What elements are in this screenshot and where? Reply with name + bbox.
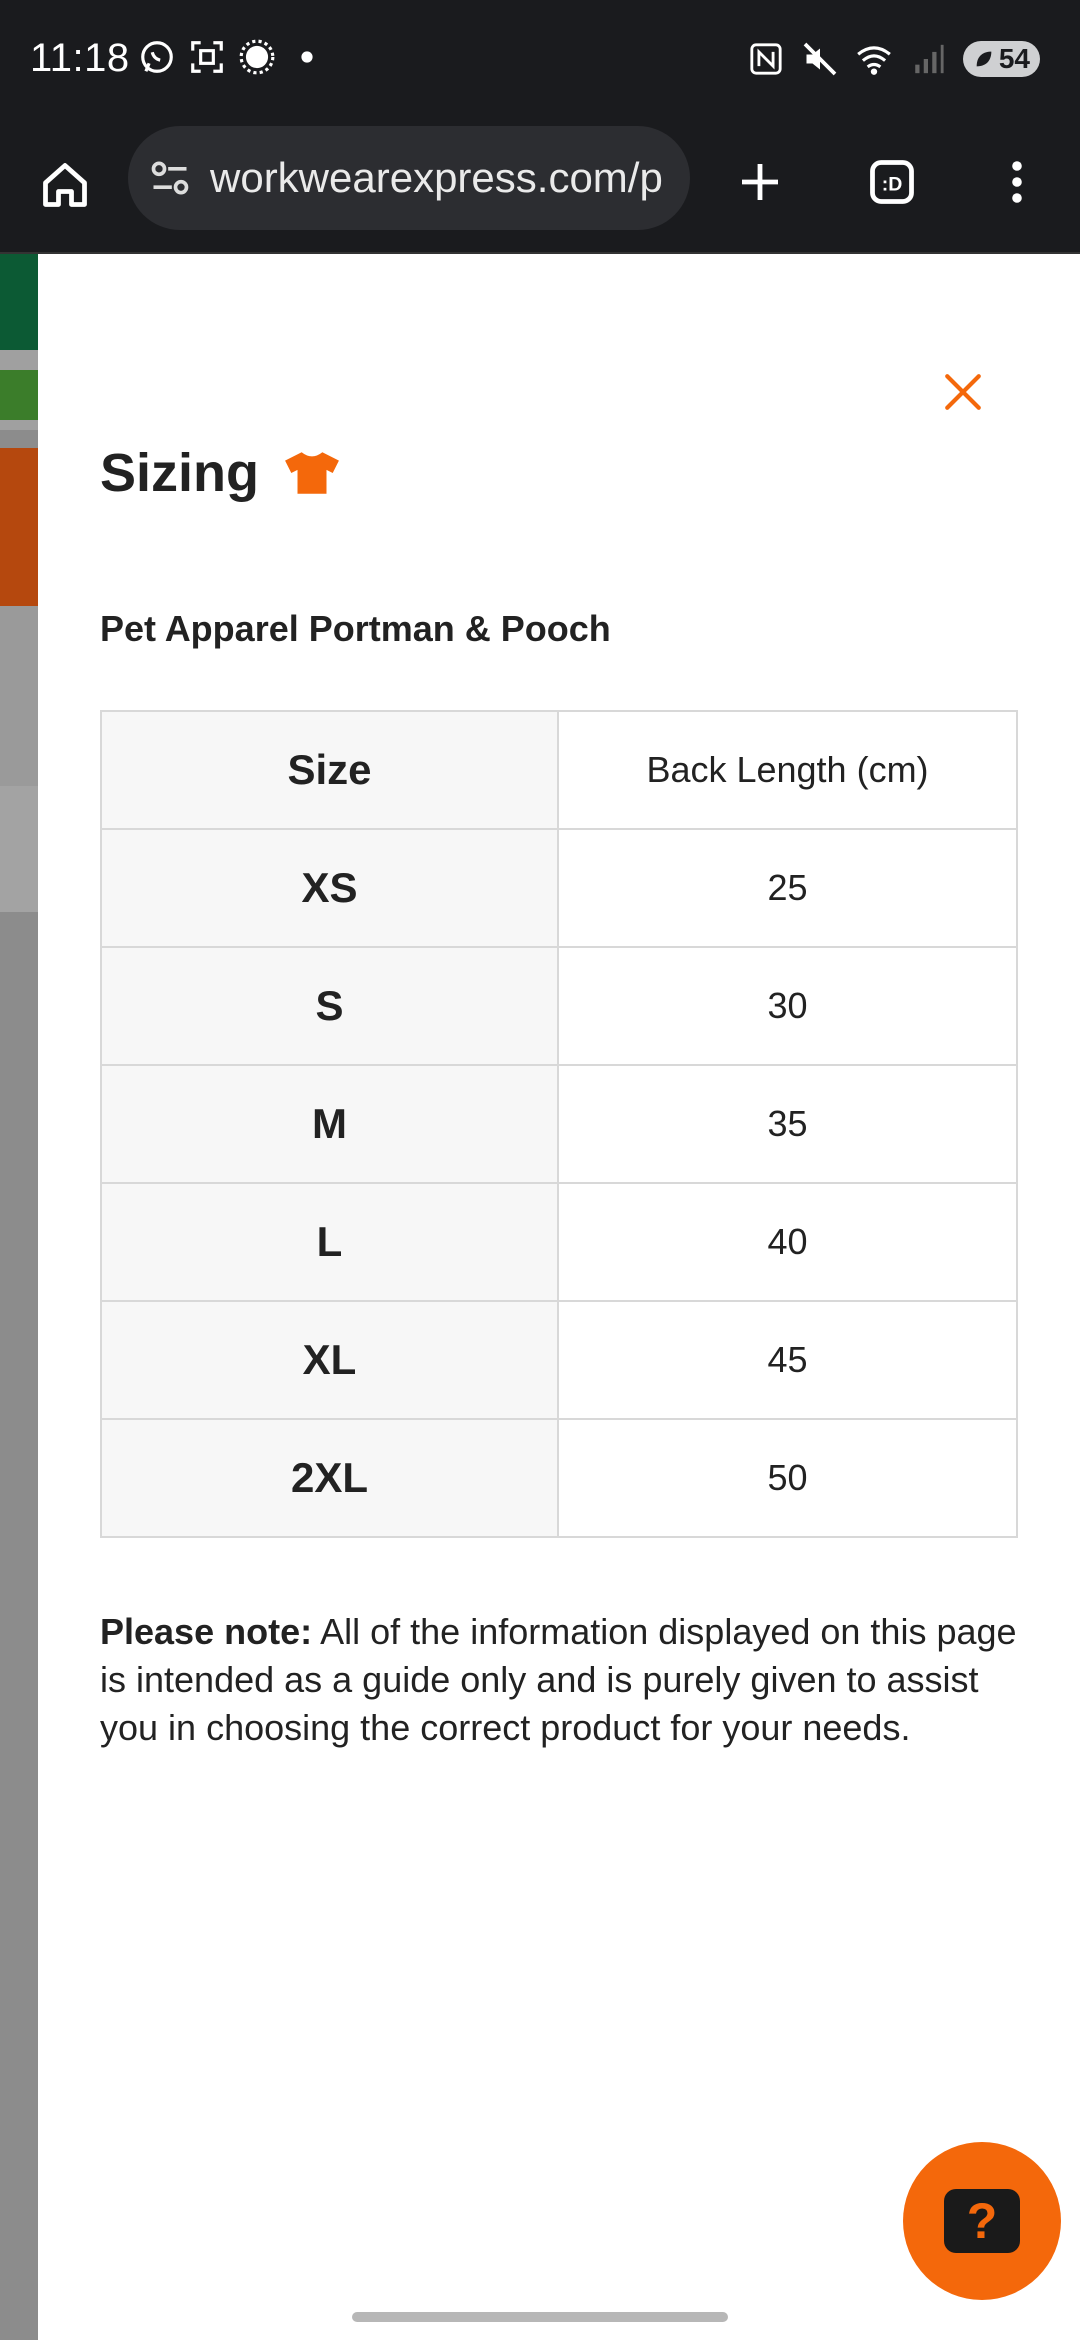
- size-cell: XL: [101, 1301, 558, 1419]
- size-cell: M: [101, 1065, 558, 1183]
- size-cell: 2XL: [101, 1419, 558, 1537]
- status-left-icons: [138, 38, 326, 76]
- close-button[interactable]: [925, 354, 1001, 430]
- help-icon: [944, 2189, 1020, 2253]
- dot-icon: [288, 38, 326, 76]
- note-text: All of the information displayed on this page is intended as a guide only and is purely given to assist you in choosing the correct product for your needs.: [100, 1611, 1017, 1748]
- background-section: [0, 786, 38, 912]
- table-row: [101, 1301, 1017, 1419]
- close-icon: [942, 371, 984, 413]
- nfc-icon: [747, 40, 785, 78]
- table-row: [101, 1419, 1017, 1537]
- battery-indicator: [963, 41, 1040, 77]
- size-column-header: Size: [101, 711, 558, 829]
- tab-count: :D: [881, 173, 903, 196]
- home-icon: [39, 159, 91, 211]
- help-label: ?: [966, 2193, 998, 2249]
- background-header-strip: [0, 254, 38, 350]
- sizing-modal: [38, 254, 1080, 2340]
- back-length-cell: 35: [558, 1065, 1017, 1183]
- tshirt-icon: [283, 450, 341, 496]
- back-length-column-header: Back Length (cm): [558, 711, 1017, 829]
- back-length-cell: 45: [558, 1301, 1017, 1419]
- back-length-cell: 40: [558, 1183, 1017, 1301]
- table-row: [101, 829, 1017, 947]
- disclaimer-note: [100, 1608, 1030, 1752]
- size-cell: L: [101, 1183, 558, 1301]
- gesture-bar[interactable]: [352, 2312, 728, 2322]
- modal-title: [100, 442, 341, 504]
- mute-icon: [801, 40, 839, 78]
- screenshot-icon: [188, 38, 226, 76]
- size-cell: XS: [101, 829, 558, 947]
- background-section: [0, 606, 38, 786]
- new-tab-button[interactable]: [720, 142, 800, 222]
- menu-button[interactable]: [977, 142, 1057, 222]
- back-length-cell: 25: [558, 829, 1017, 947]
- table-row: [101, 1065, 1017, 1183]
- background-banner-strip: [0, 448, 38, 606]
- status-time: 11:18: [30, 36, 130, 80]
- table-row: [101, 1183, 1017, 1301]
- table-row: [101, 947, 1017, 1065]
- size-cell: S: [101, 947, 558, 1065]
- background-rating-strip: [0, 370, 38, 420]
- status-bar: [0, 0, 1080, 122]
- product-name: Pet Apparel Portman & Pooch: [100, 608, 611, 649]
- site-settings-icon[interactable]: [148, 156, 192, 200]
- note-label: Please note:: [100, 1611, 313, 1652]
- modal-title-text: Sizing: [100, 443, 259, 503]
- wifi-icon: [855, 40, 893, 78]
- browser-toolbar: [0, 122, 1080, 254]
- status-right-icons: [747, 40, 1040, 78]
- url-text[interactable]: workwearexpress.com/p: [210, 154, 663, 201]
- home-button[interactable]: [30, 150, 100, 220]
- back-length-cell: 50: [558, 1419, 1017, 1537]
- help-button[interactable]: [903, 2142, 1061, 2300]
- more-vert-icon: [1007, 158, 1027, 206]
- size-table: [100, 710, 1018, 1538]
- brightness-icon: [238, 38, 276, 76]
- address-bar[interactable]: [128, 126, 690, 230]
- tab-switcher-button[interactable]: [852, 142, 932, 222]
- battery-level: 54: [998, 43, 1030, 74]
- back-length-cell: 30: [558, 947, 1017, 1065]
- battery-saver-icon: [973, 48, 995, 70]
- whatsapp-icon: [138, 38, 176, 76]
- tabs-icon: [866, 156, 918, 208]
- table-header-row: [101, 711, 1017, 829]
- plus-icon: [736, 158, 784, 206]
- signal-icon: [909, 40, 947, 78]
